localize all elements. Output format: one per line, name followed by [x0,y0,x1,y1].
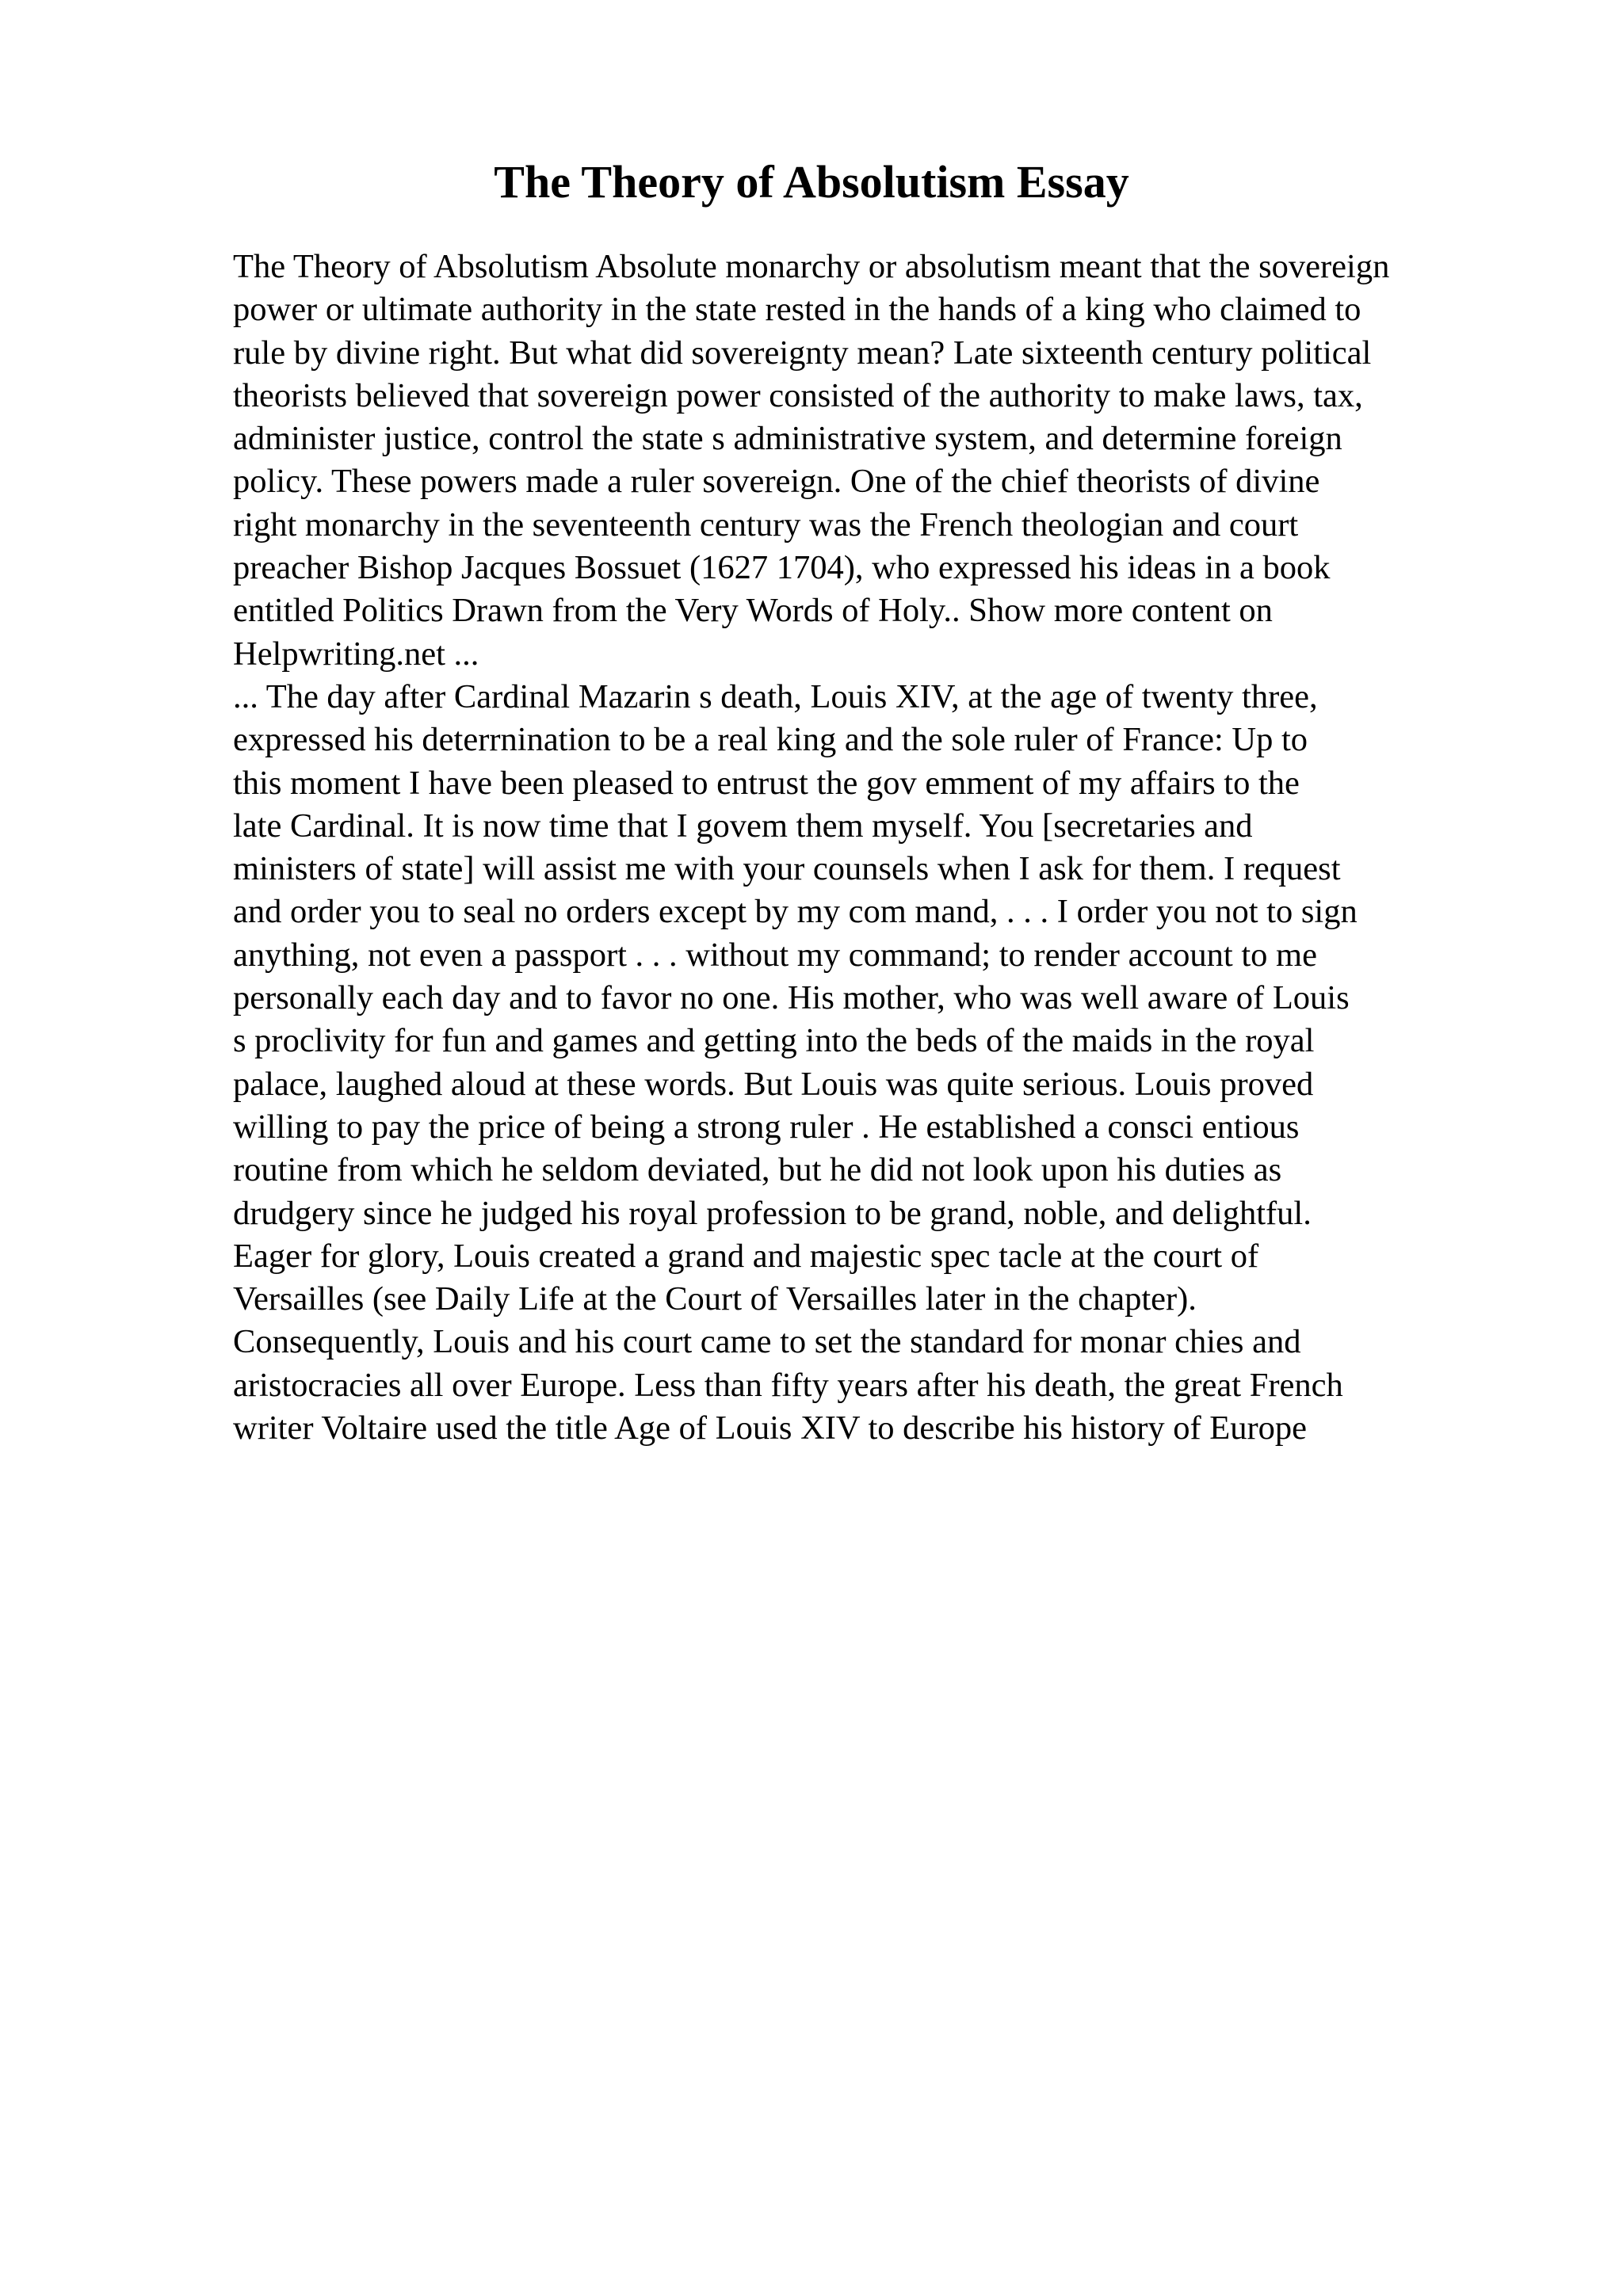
text-line: expressed his deterrnination to be a real king and the sole ruler of France: Up to [233,721,1308,759]
text-line: late Cardinal. It is now time that I govem them myself. You [secretaries and [233,807,1253,845]
text-line: policy. These powers made a ruler sovereign. One of the chief theorists of divine [233,463,1320,501]
text-line: routine from which he seldom deviated, but he did not look upon his duties as [233,1151,1282,1189]
text-line: ministers of state] will assist me with your counsels when I ask for them. I request [233,850,1341,888]
text-line: s proclivity for fun and games and getting into the beds of the maids in the royal [233,1022,1315,1060]
text-line: entitled Politics Drawn from the Very Words of Holy.. Show more content on [233,592,1273,630]
text-line: palace, laughed aloud at these words. But Louis was quite serious. Louis proved [233,1065,1314,1103]
essay-body [233,246,1533,1450]
text-line: administer justice, control the state s administrative system, and determine foreign [233,420,1342,458]
text-line: drudgery since he judged his royal profession to be grand, noble, and delightful. [233,1194,1312,1232]
text-line: anything, not even a passport . . . without my command; to render account to me [233,936,1317,974]
text-line: right monarchy in the seventeenth century was the French theologian and court [233,505,1299,543]
text-line: Eager for glory, Louis created a grand and majestic spec tacle at the court of [233,1237,1259,1275]
text-line: Consequently, Louis and his court came to set the standard for monar chies and [233,1323,1301,1361]
text-line: writer Voltaire used the title Age of Louis XIV to describe his history of Europe [233,1409,1308,1447]
text-line: aristocracies all over Europe. Less than fifty years after his death, the great French [233,1366,1343,1404]
text-line: preacher Bishop Jacques Bossuet (1627 1704), who expressed his ideas in a book [233,549,1331,587]
text-line: and order you to seal no orders except by my com mand, . . . I order you not to sign [233,893,1358,931]
text-line: this moment I have been pleased to entrust the gov emment of my affairs to the [233,764,1300,802]
text-line: ... The day after Cardinal Mazarin s death, Louis XIV, at the age of twenty three, [233,677,1318,715]
text-line: personally each day and to favor no one. His mother, who was well aware of Louis [233,979,1350,1017]
text-line: theorists believed that sovereign power consisted of the authority to make laws, tax, [233,376,1363,414]
text-line: rule by divine right. But what did sovereignty mean? Late sixteenth century political [233,334,1372,372]
document-title: The Theory of Absolutism Essay [494,156,1129,208]
text-line: power or ultimate authority in the state rested in the hands of a king who claimed to [233,291,1361,329]
text-line: Versailles (see Daily Life at the Court of Versailles later in the chapter). [233,1280,1197,1318]
text-line: The Theory of Absolutism Absolute monarchy or absolutism meant that the sovereign [233,248,1390,285]
text-line: Helpwriting.net ... [233,635,479,673]
text-line: willing to pay the price of being a strong ruler . He established a consci entious [233,1108,1300,1146]
